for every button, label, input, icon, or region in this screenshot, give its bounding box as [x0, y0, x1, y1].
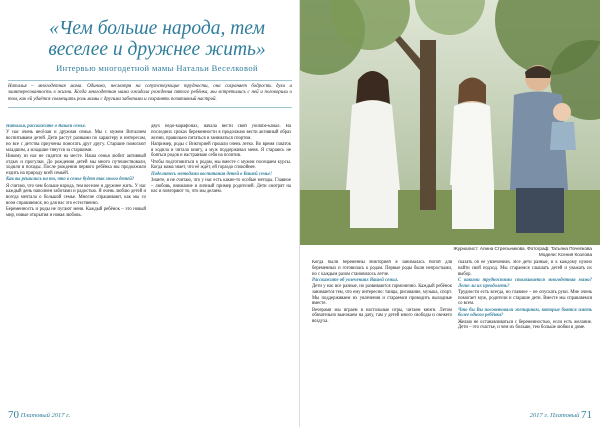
paragraph: Например, роды с Викторией прошли очень легко. Во время схваток я ходила и читала книгу, а муж поддерживал меня. Я стараюсь не бояться родов и настраиваю себя на позитив. — [151, 141, 291, 159]
question: Расскажите об увлечениях Вашей семьи. — [312, 277, 399, 283]
paragraph: Вечерами мы играем в настольные игры, читаем книги. Летом обязательно выезжаем на дачу, там у детей много свободы и свежего воздуха. — [312, 307, 452, 324]
paragraph: Никому из нас не сидится на месте. Наша семья любит активный отдых и прогулки. До рождения детей мы много путешествовали, ходили в походы. После рождения первого ребёнка мы продолжили ездить на природу всей семьёй. — [6, 153, 146, 176]
paragraph: Трудности есть всегда, но главное – не опускать руки. Мне очень помогает муж, родители и старшие дети. Вместе мы справляемся со всем. — [458, 289, 592, 307]
page-number: 70 — [8, 409, 19, 421]
paragraph: Беременность и роды не пугают меня. Каждый ребёнок – это новый мир, новые открытия и новая любовь. — [6, 207, 146, 218]
paragraph: Когда были беременны Викторией я занималась йогой для беременных и готовилась к родам. Первые роды были непростыми, но с каждым разом становилось легче. — [312, 260, 452, 277]
article-headline: «Чем больше народа, тем веселее и дружнее жить» — [48, 18, 266, 60]
page-number: 71 — [581, 409, 592, 421]
footer-right — [530, 409, 592, 421]
left-column-1 — [6, 124, 146, 409]
question: Как вы решились на то, что в семье будет так много детей? — [6, 177, 135, 183]
paragraph: Дети у нас все разные, но развиваются гармонично. Каждый ребёнок занимается тем, что ему интересно: танцы, рисование, музыка, спорт. Мы поддерживаем их увлечения и стараемся проводить выходные вместе. — [312, 284, 452, 307]
left-column-2 — [151, 124, 291, 409]
intro-lead — [8, 80, 292, 108]
right-column-1 — [312, 260, 452, 409]
child-head — [553, 103, 571, 121]
family-photo — [300, 0, 600, 245]
credit-line-2: Модели: Ксения Козлова — [538, 251, 592, 257]
question: Поделитесь методами воспитания детей в Вашей семье! — [151, 171, 272, 177]
paragraph: двух недо-марафонах, начала вести свой youtube-канал. На последних сроках беременности я продолжаю вести активный образ жизни, правильно питаться и заниматься спортом. — [151, 124, 291, 141]
question: Что бы Вы посоветовали женщинам, которые боятся иметь более одного ребёнка? — [458, 307, 592, 319]
paragraph: Я считаю, что чем больше народа, тем веселее и дружнее жить. У нас каждый день наполнен заботами и радостью. Я очень люблю детей и всегда мечтала о большой семье. Многие спрашивают, как мы со всем справляемся, но для нас это естественно. — [6, 183, 146, 206]
person-top — [450, 103, 494, 186]
person-top — [346, 101, 400, 191]
photo-credit — [312, 246, 592, 257]
footer-text: 2017 г. Платовый — [529, 412, 580, 419]
question: Наталья, расскажите о Вашей семье. — [6, 124, 86, 129]
paragraph: Чтобы подготовиться к родам, мы вместе с мужем посещаем курсы. Когда мама знает, что её ждёт, ей гораздо спокойнее. — [151, 159, 291, 171]
footer-left — [8, 409, 70, 421]
family-photo-illustration — [300, 0, 600, 245]
child-clothes — [550, 122, 576, 150]
footer-text: Платовый 2017 г. — [20, 412, 71, 419]
question: С какими трудностями сталкивается многодетная мама? Легко ли их преодолеть? — [458, 277, 592, 289]
article-subhead: Интервью многодетной мамы Натальи Веселковой — [56, 63, 258, 73]
credit-line-1: Журналист: Алина Стрельникова. Фотограф: Татьяна Почепкова — [453, 246, 592, 251]
person-skirt — [350, 188, 398, 228]
person-dress — [452, 184, 494, 229]
paragraph: Знаете, я не считаю, что у нас есть какие-то особые методы. Главное – любовь, внимание и личный пример родителей. Дети смотрят на нас и повторяют то, что мы делаем. — [151, 177, 291, 195]
person-pants — [516, 188, 564, 233]
intro-text: Наталья – многодетная мама. Одиноко, несмотря на сопутствующие трудности, она сохраняет бодрость духа и заинтересованность в жизни. Когда многодетная мама ожидала рождения пятого ребёнка, мы встретились с ней и поговорили о том, как ей удаётся совмещать роль мамы с другими заботами и сохранять позитивный настрой. — [8, 84, 292, 102]
paragraph: сказать об её увлечениях. Все дети разные, и к каждому нужно найти свой подход. Мы стараемся слышать детей и уважать их выбор. — [458, 260, 592, 277]
paragraph: У нас очень весёлая и дружная семья. Мы с мужем Виталием воспитываем детей. Дети растут разными по характеру и интересам, но все с детства приучены помогать друг другу. Старшие помогают младшим, а младшие тянутся за старшими. — [6, 130, 146, 153]
right-column-2 — [458, 260, 592, 409]
paragraph: Желаю не останавливаться с беременностью, если есть желание. Дети – это счастье, и чем их больше, тем больше любви в доме. — [458, 319, 592, 331]
